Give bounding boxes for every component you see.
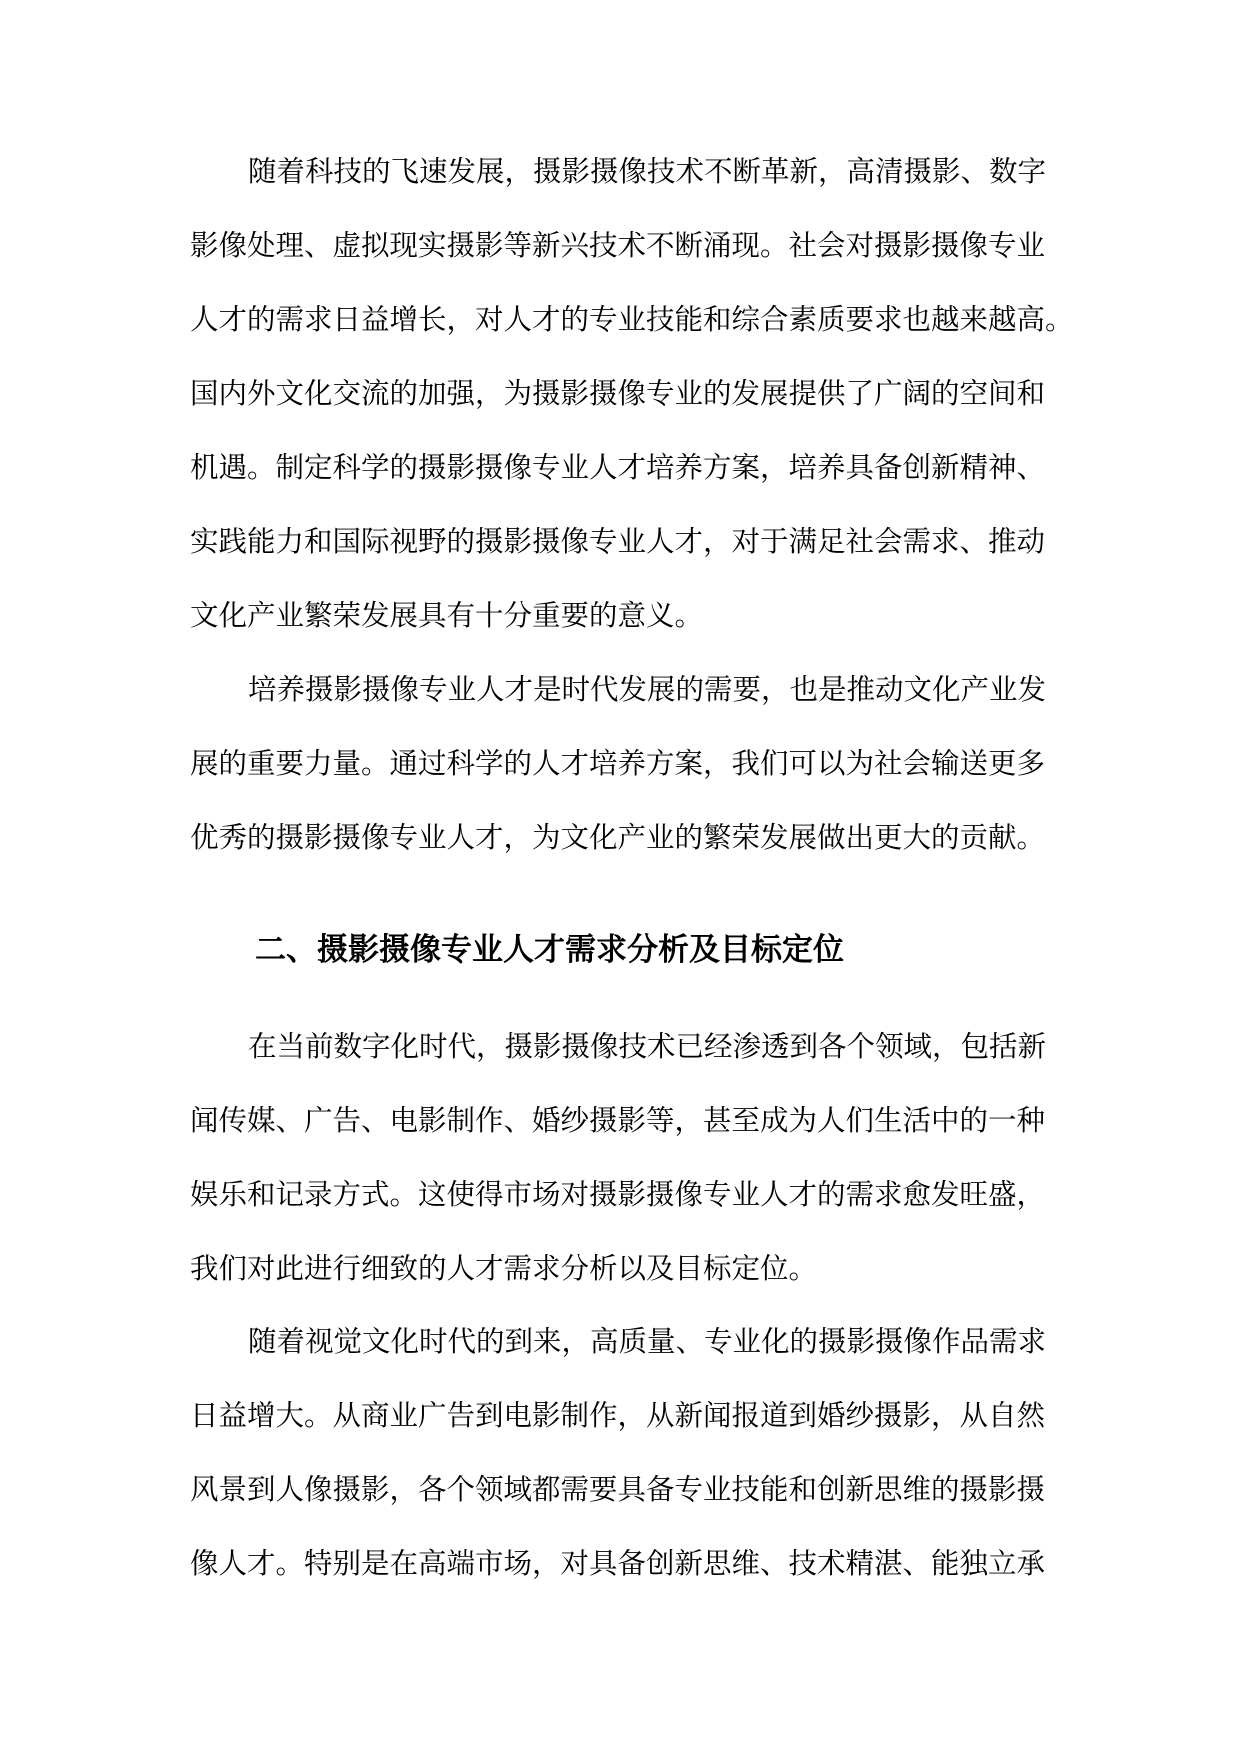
paragraph-line: 随着科技的飞速发展，摄影摄像技术不断革新，高清摄影、数字 — [248, 155, 1047, 188]
paragraph-line: 影像处理、虚拟现实摄影等新兴技术不断涌现。社会对摄影摄像专业 — [190, 229, 1046, 262]
section-heading: 二、摄影摄像专业人才需求分析及目标定位 — [255, 932, 844, 968]
paragraph-line: 我们对此进行细致的人才需求分析以及目标定位。 — [190, 1252, 818, 1285]
paragraph-line: 娱乐和记录方式。这使得市场对摄影摄像专业人才的需求愈发旺盛， — [190, 1178, 1046, 1211]
body-paragraph — [190, 1010, 1080, 1306]
paragraph-line: 日益增大。从商业广告到电影制作，从新闻报道到婚纱摄影，从自然 — [190, 1399, 1046, 1432]
paragraph-line: 实践能力和国际视野的摄影摄像专业人才，对于满足社会需求、推动 — [190, 525, 1046, 558]
paragraph-line: 文化产业繁荣发展具有十分重要的意义。 — [190, 599, 704, 632]
body-paragraph — [190, 135, 1080, 653]
paragraph-line: 在当前数字化时代，摄影摄像技术已经渗透到各个领域，包括新 — [248, 1030, 1047, 1063]
body-paragraph — [190, 653, 1080, 875]
paragraph-line: 人才的需求日益增长，对人才的专业技能和综合素质要求也越来越高。 — [190, 303, 1074, 336]
paragraph-line: 像人才。特别是在高端市场，对具备创新思维、技术精湛、能独立承 — [190, 1547, 1046, 1580]
paragraph-line: 国内外文化交流的加强，为摄影摄像专业的发展提供了广阔的空间和 — [190, 377, 1046, 410]
paragraph-line: 培养摄影摄像专业人才是时代发展的需要，也是推动文化产业发 — [248, 673, 1047, 706]
paragraph-line: 展的重要力量。通过科学的人才培养方案，我们可以为社会输送更多 — [190, 747, 1046, 780]
body-paragraph — [190, 1305, 1080, 1601]
paragraph-line: 机遇。制定科学的摄影摄像专业人才培养方案，培养具备创新精神、 — [190, 451, 1046, 484]
paragraph-line: 随着视觉文化时代的到来，高质量、专业化的摄影摄像作品需求 — [248, 1325, 1047, 1358]
paragraph-line: 风景到人像摄影，各个领域都需要具备专业技能和创新思维的摄影摄 — [190, 1473, 1046, 1506]
paragraph-line: 闻传媒、广告、电影制作、婚纱摄影等，甚至成为人们生活中的一种 — [190, 1104, 1046, 1137]
paragraph-line: 优秀的摄影摄像专业人才，为文化产业的繁荣发展做出更大的贡献。 — [190, 821, 1046, 854]
